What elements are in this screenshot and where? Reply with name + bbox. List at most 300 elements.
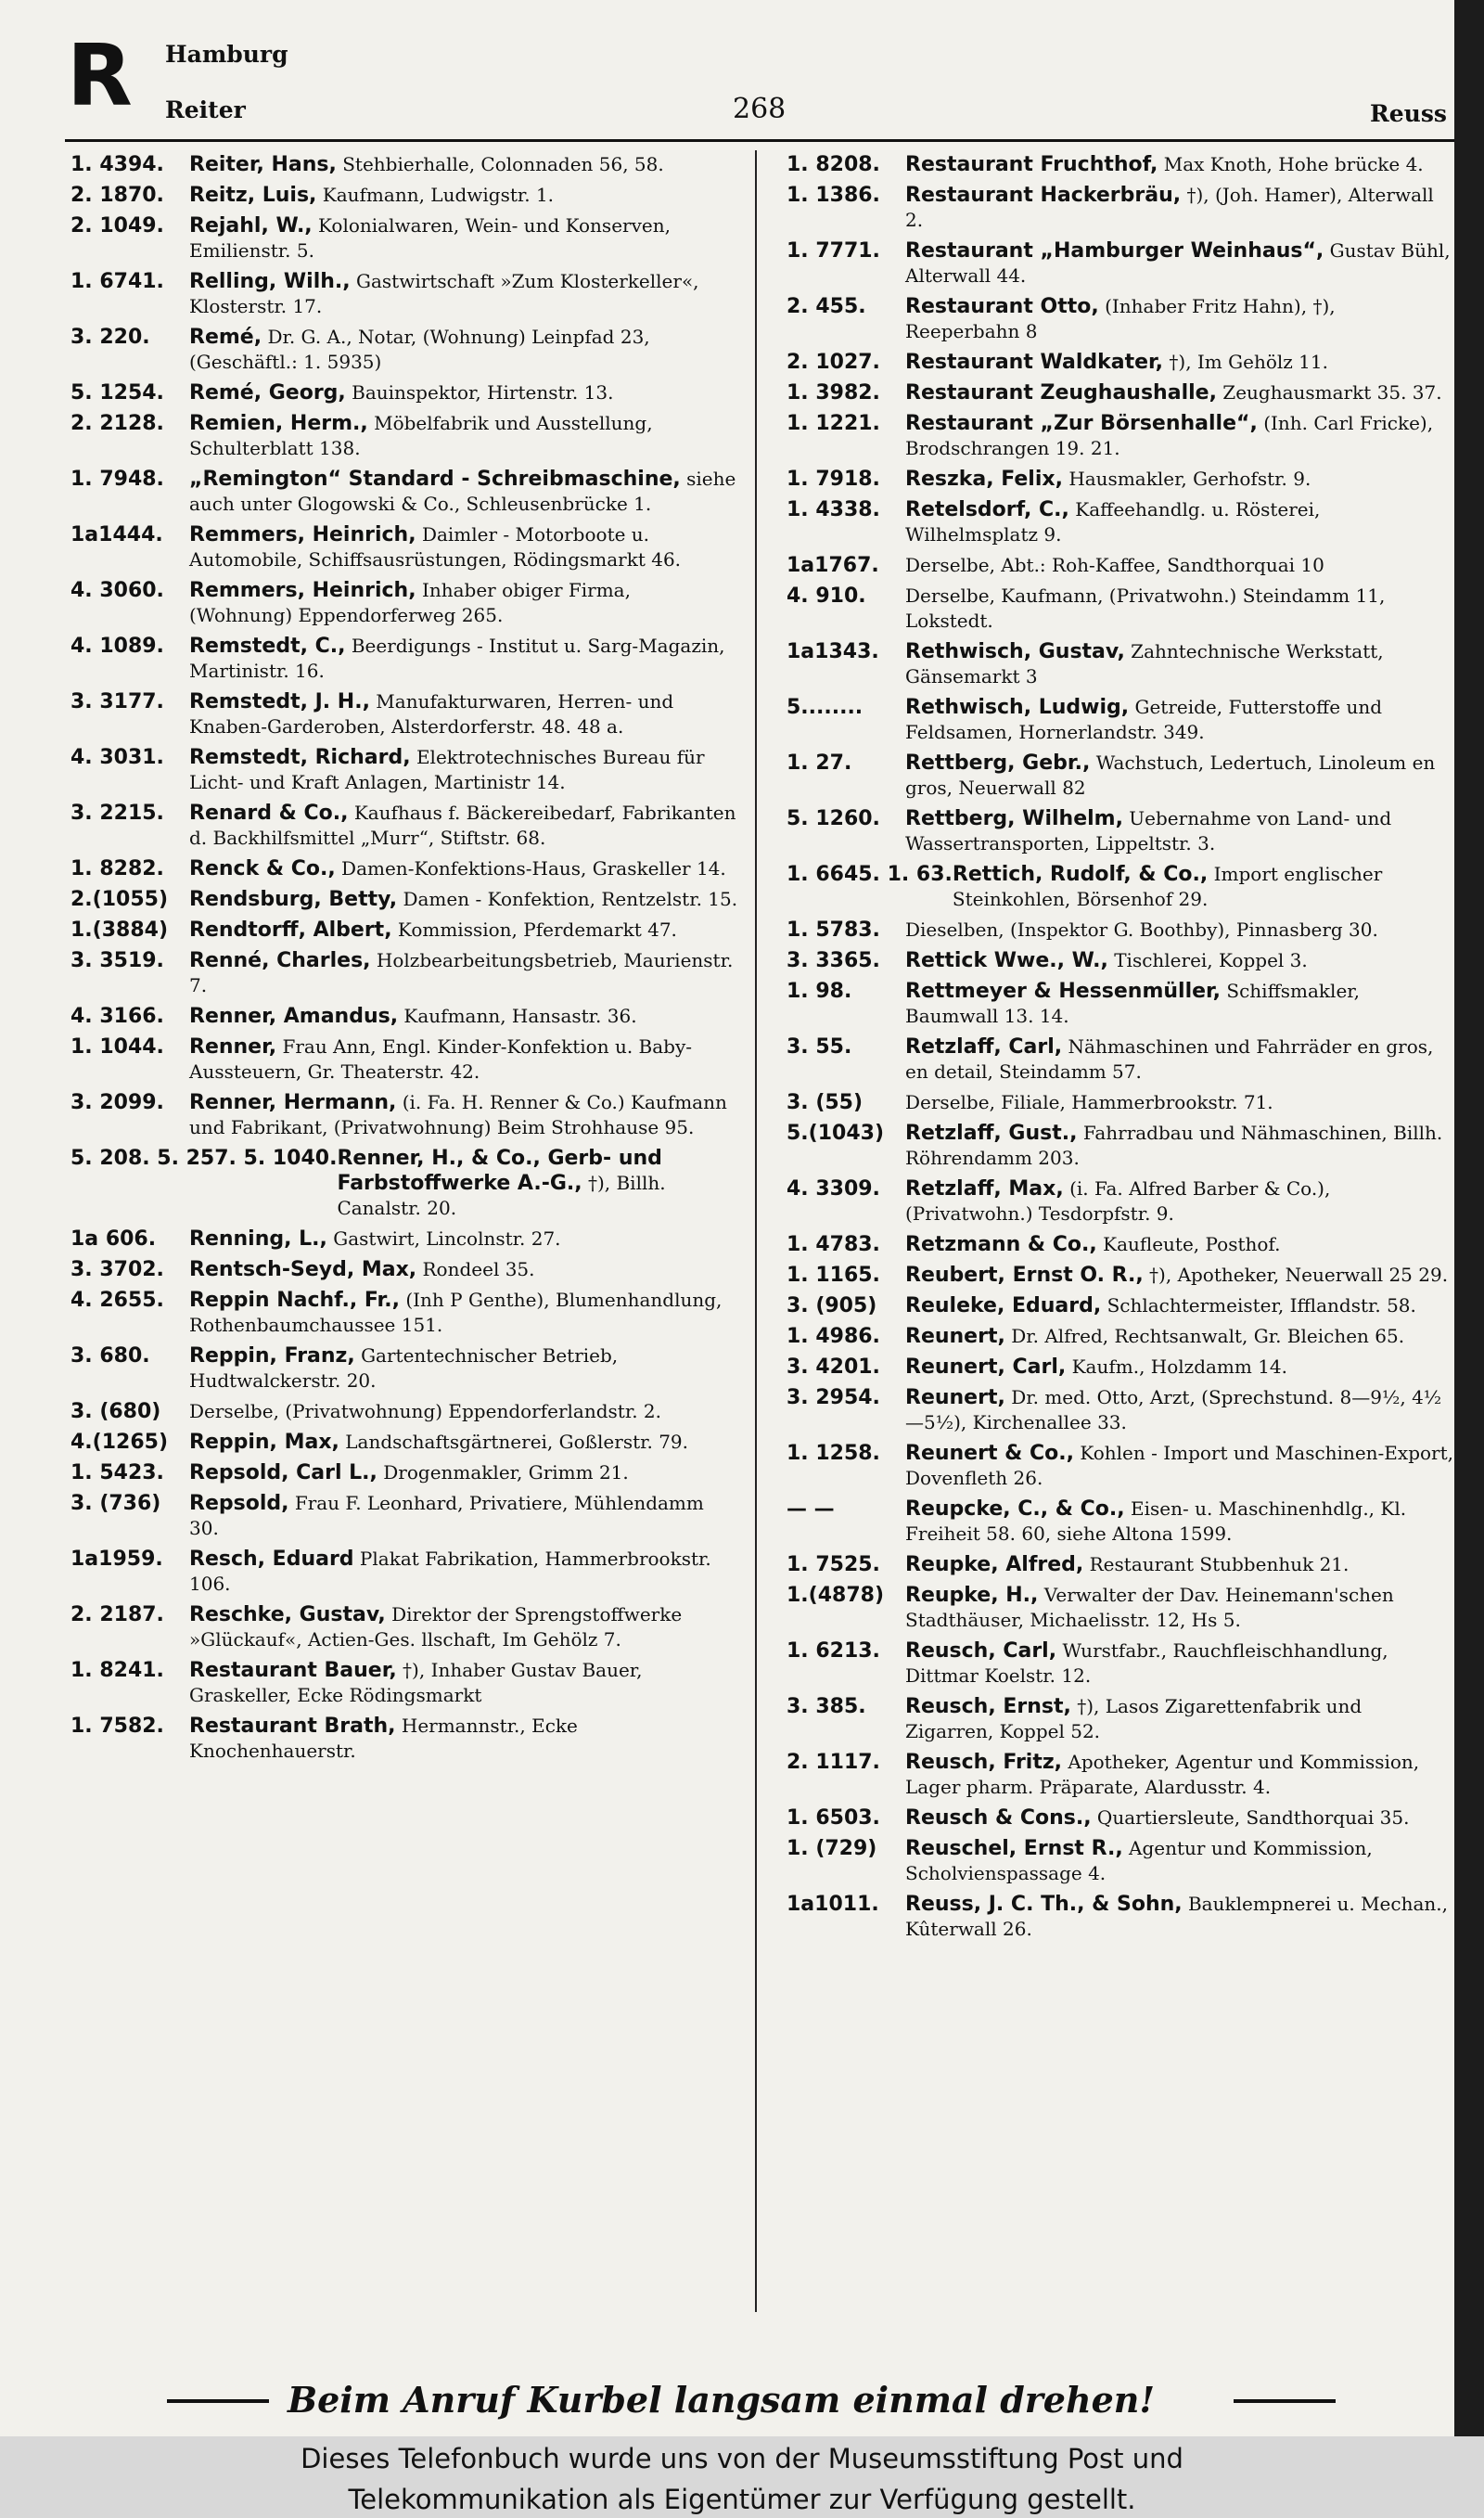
entry-details: Zahntechnische Werkstatt, Gänsemarkt 3	[905, 640, 1384, 687]
entry-text	[905, 1805, 1454, 1831]
entry-text	[905, 1441, 1454, 1491]
subscriber-name: Reppin, Franz,	[189, 1344, 355, 1368]
entry-details: Derselbe, (Privatwohnung) Eppendorferlandstr. 2.	[189, 1400, 661, 1422]
entry-text	[905, 238, 1454, 289]
first-entry-keyword: Reiter	[165, 96, 246, 123]
directory-entry	[70, 213, 738, 263]
entry-details: (Inh. Carl Fricke), Brodschrangen 19. 21.	[905, 412, 1434, 459]
entry-text	[905, 294, 1454, 344]
directory-entry	[787, 1385, 1454, 1435]
directory-entry	[70, 634, 738, 684]
subscriber-name: Restaurant „Zur Börsenhalle“,	[905, 412, 1258, 435]
directory-entry	[787, 1324, 1454, 1349]
directory-entry	[787, 1293, 1454, 1318]
phone-number: 1. 7771.	[787, 239, 880, 263]
entry-details: Fahrradbau und Nähmaschinen, Billh. Röhrendamm 203.	[905, 1122, 1443, 1169]
directory-entry	[787, 1552, 1454, 1577]
phone-number: 5. 1260.	[787, 807, 880, 830]
subscriber-name: Restaurant Zeughaushalle,	[905, 381, 1217, 405]
directory-entry	[70, 1430, 738, 1455]
entry-text	[905, 497, 1454, 547]
directory-entry	[70, 1004, 738, 1029]
directory-entry	[70, 152, 738, 177]
subscriber-name: Renner, Hermann,	[189, 1091, 397, 1114]
entry-details: (i. Fa. Alfred Barber & Co.), (Privatwohn.) Tesdorpfstr. 9.	[905, 1177, 1331, 1225]
subscriber-name: Renning, L.,	[189, 1227, 327, 1251]
subscriber-name: Remé, Georg,	[189, 381, 346, 405]
subscriber-name: Reunert & Co.,	[905, 1442, 1074, 1465]
entry-text	[189, 325, 738, 375]
directory-entry	[787, 695, 1454, 745]
entry-text	[337, 1146, 738, 1221]
phone-number: 2. 1049.	[70, 214, 164, 238]
subscriber-name: Rettberg, Gebr.,	[905, 752, 1091, 775]
directory-entry	[70, 1288, 738, 1338]
phone-number: 4. 910.	[787, 585, 866, 608]
phone-number: 4. 3309.	[787, 1177, 880, 1201]
entry-text	[189, 411, 738, 461]
phone-number: 1. 6645. 1. 63.	[787, 863, 953, 886]
entry-details: Kolonialwaren, Wein- und Konserven, Emilienstr. 5.	[189, 214, 671, 262]
entry-details: Gastwirt, Lincolnstr. 27.	[333, 1227, 561, 1250]
phone-number: 3. 2099.	[70, 1091, 164, 1114]
entry-text	[189, 1658, 738, 1708]
entry-text	[189, 467, 738, 517]
directory-entry	[787, 553, 1454, 578]
phone-number: 3. 385.	[787, 1695, 866, 1718]
entry-details: Dr. med. Otto, Arzt, (Sprechstund. 8—9½, 4½—5½), Kirchenallee 33.	[905, 1386, 1442, 1433]
entry-details: Manufakturwaren, Herren- und Knaben-Garderoben, Alsterdorferstr. 48. 48 a.	[189, 690, 674, 738]
entry-text	[905, 1232, 1454, 1257]
directory-entry	[70, 745, 738, 795]
entry-details: Landschaftsgärtnerei, Goßlerstr. 79.	[345, 1431, 688, 1453]
subscriber-name: Rethwisch, Ludwig,	[905, 696, 1130, 719]
directory-entry	[70, 1491, 738, 1541]
entry-details: Zeughausmarkt 35. 37.	[1222, 381, 1442, 404]
directory-entry	[787, 862, 1454, 912]
phone-number: 3. (680)	[70, 1400, 161, 1423]
subscriber-name: Reitz, Luis,	[189, 184, 317, 207]
entry-details: Kaufmann, Hansastr. 36.	[403, 1005, 637, 1027]
entry-text	[189, 1034, 738, 1085]
phone-number: 1a1343.	[787, 640, 879, 663]
entry-details: Uebernahme von Land- und Wassertransporten, Lippeltstr. 3.	[905, 807, 1392, 854]
entry-details: Daimler - Motorboote u. Automobile, Schiffsausrüstungen, Rödingsmarkt 46.	[189, 523, 682, 571]
subscriber-name: Reszka, Felix,	[905, 468, 1063, 491]
phone-number: 4. 2655.	[70, 1289, 164, 1312]
entry-text	[189, 152, 738, 177]
subscriber-name: Restaurant Bauer,	[189, 1659, 397, 1682]
entry-text	[905, 806, 1454, 856]
directory-entry	[787, 238, 1454, 289]
entry-details: Drogenmakler, Grimm 21.	[383, 1461, 629, 1484]
directory-entry	[70, 522, 738, 572]
entry-text	[953, 862, 1454, 912]
directory-entry	[70, 1602, 738, 1652]
subscriber-name: Reupcke, C., & Co.,	[905, 1497, 1125, 1521]
entry-text	[905, 411, 1454, 461]
subscriber-name: Restaurant Otto,	[905, 295, 1099, 318]
subscriber-name: Rendtorff, Albert,	[189, 919, 392, 942]
subscriber-name: Rendsburg, Betty,	[189, 888, 398, 911]
header-rule	[65, 139, 1454, 142]
entry-details: Hermannstr., Ecke Knochenhauerstr.	[189, 1715, 578, 1762]
phone-number: 1.(4878)	[787, 1584, 885, 1607]
subscriber-name: Renner, H., & Co., Gerb- und Farbstoffwerke A.-G.,	[337, 1147, 662, 1195]
directory-entry	[70, 1547, 738, 1597]
entry-text	[905, 751, 1454, 801]
entry-text	[905, 1750, 1454, 1800]
directory-entry	[70, 1714, 738, 1764]
directory-entry	[70, 1343, 738, 1394]
directory-entry	[787, 979, 1454, 1029]
subscriber-name: Reuleke, Eduard,	[905, 1294, 1102, 1317]
phone-number: 1. 27.	[787, 752, 852, 775]
directory-entry	[70, 887, 738, 912]
phone-number: 2.(1055)	[70, 888, 169, 911]
entry-text	[189, 1090, 738, 1140]
entry-text	[189, 1547, 738, 1597]
entry-text	[189, 948, 738, 998]
subscriber-name: Reppin, Max,	[189, 1431, 339, 1454]
directory-entry	[787, 1441, 1454, 1491]
subscriber-name: Reupke, H.,	[905, 1584, 1039, 1607]
entry-details: (Inh P Genthe), Blumenhandlung, Rothenbaumchaussee 151.	[189, 1289, 723, 1336]
phone-number: 2. 2128.	[70, 412, 164, 435]
entry-text	[189, 689, 738, 739]
phone-number: 3. 55.	[787, 1035, 852, 1059]
entry-details: (Inhaber Fritz Hahn), †), Reeperbahn 8	[905, 295, 1336, 342]
subscriber-name: Remstedt, Richard,	[189, 746, 411, 769]
column-divider	[755, 150, 757, 2312]
entry-text	[905, 1583, 1454, 1633]
entry-text	[905, 979, 1454, 1029]
directory-entry	[787, 751, 1454, 801]
phone-number: 3. (736)	[70, 1492, 161, 1515]
phone-number: 3. 3365.	[787, 949, 880, 972]
phone-number: 3. (905)	[787, 1294, 877, 1317]
phone-number: 1. 98.	[787, 980, 852, 1003]
tagline-row	[167, 2373, 1447, 2429]
subscriber-name: Rentsch-Seyd, Max,	[189, 1258, 417, 1281]
subscriber-name: Resch, Eduard	[189, 1548, 354, 1571]
phone-number: 1. 7582.	[70, 1715, 164, 1738]
entry-text	[189, 1257, 738, 1282]
phone-number: 1. 4338.	[787, 498, 880, 521]
directory-entry	[70, 1399, 738, 1424]
entry-text	[905, 467, 1454, 492]
directory-entry	[70, 856, 738, 881]
entry-text	[189, 183, 738, 208]
entry-details: Kohlen - Import und Maschinen-Export, Dovenfleth 26.	[905, 1442, 1453, 1489]
directory-entry	[70, 1034, 738, 1085]
entry-details: Plakat Fabrikation, Hammerbrookstr. 106.	[189, 1548, 711, 1595]
directory-entry	[70, 467, 738, 517]
entry-text	[189, 1343, 738, 1394]
phone-number: 3. 2954.	[787, 1386, 880, 1409]
directory-entry	[787, 1355, 1454, 1380]
entry-details: Holzbearbeitungsbetrieb, Maurienstr. 7.	[189, 949, 734, 996]
directory-entry	[787, 1583, 1454, 1633]
entry-details: Kaufhaus f. Bäckereibedarf, Fabrikanten d. Backhilfsmittel „Murr“, Stiftstr. 68.	[189, 802, 736, 849]
phone-number: 1. 6503.	[787, 1806, 880, 1830]
entry-text	[905, 695, 1454, 745]
phone-number: 1. 1165.	[787, 1264, 880, 1287]
directory-entry	[70, 918, 738, 943]
entry-details: Max Knoth, Hohe brücke 4.	[1163, 153, 1424, 175]
entry-text	[905, 1324, 1454, 1349]
subscriber-name: Reuss, J. C. Th., & Sohn,	[905, 1893, 1183, 1916]
entry-text	[905, 948, 1454, 973]
page-header	[0, 0, 1454, 139]
directory-entry	[787, 1638, 1454, 1689]
directory-entry	[70, 1460, 738, 1485]
entry-text	[189, 1714, 738, 1764]
subscriber-name: Restaurant Waldkater,	[905, 351, 1164, 374]
footer-line-1: Dieses Telefonbuch wurde uns von der Museumsstiftung Post und	[301, 2443, 1183, 2474]
subscriber-name: Repsold,	[189, 1492, 289, 1515]
entry-details: Wachstuch, Ledertuch, Linoleum en gros, Neuerwall 82	[905, 752, 1436, 799]
phone-number: 5.(1043)	[787, 1122, 885, 1145]
phone-number: 4. 1089.	[70, 635, 164, 658]
directory-entry	[787, 1176, 1454, 1227]
entry-details: Frau F. Leonhard, Privatiere, Mühlendamm 30.	[189, 1492, 704, 1539]
entry-details: Möbelfabrik und Ausstellung, Schulterblatt 138.	[189, 412, 653, 459]
directory-entry	[787, 584, 1454, 634]
directory-entry	[787, 639, 1454, 689]
phone-number: 3. 4201.	[787, 1355, 880, 1379]
entry-details: †), Apotheker, Neuerwall 25 29.	[1149, 1264, 1449, 1286]
directory-entry	[787, 183, 1454, 233]
phone-number: 1a1959.	[70, 1548, 163, 1571]
phone-number: 3. 3519.	[70, 949, 164, 972]
entry-text	[189, 1004, 738, 1029]
directory-entry	[70, 1146, 738, 1221]
directory-entry	[787, 1263, 1454, 1288]
directory-entry	[787, 1121, 1454, 1171]
footer	[0, 2436, 1484, 2518]
entry-details: Gustav Bühl, Alterwall 44.	[905, 239, 1451, 287]
subscriber-name: Reupke, Alfred,	[905, 1553, 1084, 1576]
subscriber-name: Reschke, Gustav,	[189, 1603, 386, 1626]
entry-details: Elektrotechnisches Bureau für Licht- und Kraft Anlagen, Martinistr 14.	[189, 746, 705, 793]
entry-text	[189, 918, 738, 943]
directory-entry	[70, 1257, 738, 1282]
directory-entry	[787, 918, 1454, 943]
phone-number: 5. 1254.	[70, 381, 164, 405]
phone-number: 1a1011.	[787, 1893, 879, 1916]
footer-line-2: Telekommunikation als Eigentümer zur Verfügung gestellt.	[348, 2484, 1136, 2515]
entry-text	[189, 856, 738, 881]
subscriber-name: Retzlaff, Carl,	[905, 1035, 1063, 1059]
subscriber-name: Retzlaff, Max,	[905, 1177, 1064, 1201]
entry-text	[189, 745, 738, 795]
entry-details: Bauklempnerei u. Mechan., Kûterwall 26.	[905, 1893, 1448, 1940]
entry-details: Quartiersleute, Sandthorquai 35.	[1096, 1806, 1410, 1829]
entry-details: Dr. Alfred, Rechtsanwalt, Gr. Bleichen 65.	[1011, 1325, 1405, 1347]
entry-details: Kaufmann, Ludwigstr. 1.	[322, 184, 555, 206]
entry-text	[189, 1430, 738, 1455]
entry-text	[905, 1034, 1454, 1085]
phone-number: 5........	[787, 696, 864, 719]
directory-entry	[787, 467, 1454, 492]
entry-details: Import englischer Steinkohlen, Börsenhof 29.	[952, 863, 1383, 910]
phone-number: 2. 1027.	[787, 351, 880, 374]
subscriber-name: Remstedt, C.,	[189, 635, 346, 658]
entry-text	[905, 1385, 1454, 1435]
subscriber-name: Relling, Wilh.,	[189, 270, 351, 293]
entry-text	[905, 1694, 1454, 1744]
phone-number: 2. 2187.	[70, 1603, 164, 1626]
entry-text	[905, 1552, 1454, 1577]
entry-text	[905, 1497, 1454, 1547]
phone-number: 1. 8208.	[787, 153, 880, 176]
entry-details: Hausmakler, Gerhofstr. 9.	[1068, 468, 1311, 490]
entry-text	[905, 1090, 1454, 1115]
entry-details: Frau Ann, Engl. Kinder-Konfektion u. Baby-Aussteuern, Gr. Theaterstr. 42.	[189, 1035, 693, 1083]
entry-text	[905, 350, 1454, 375]
phone-number: 1. 4394.	[70, 153, 164, 176]
page-number: 268	[733, 93, 787, 125]
entry-details: (i. Fa. H. Renner & Co.) Kaufmann und Fabrikant, (Privatwohnung) Beim Strohhause 95.	[189, 1091, 727, 1138]
phone-number: 4. 3166.	[70, 1005, 164, 1028]
entry-details: Schiffsmakler, Baumwall 13. 14.	[905, 980, 1361, 1027]
subscriber-name: Renné, Charles,	[189, 949, 371, 972]
entry-text	[189, 1288, 738, 1338]
phone-number: 1. 4986.	[787, 1325, 880, 1348]
subscriber-name: Reusch, Ernst,	[905, 1695, 1071, 1718]
phone-number: 3. (55)	[787, 1091, 864, 1114]
subscriber-name: Restaurant „Hamburger Weinhaus“,	[905, 239, 1324, 263]
entry-text	[189, 522, 738, 572]
subscriber-name: Retelsdorf, C.,	[905, 498, 1069, 521]
subscriber-name: Rettmeyer & Hessenmüller,	[905, 980, 1222, 1003]
directory-entry	[787, 1497, 1454, 1547]
entry-text	[189, 1399, 738, 1424]
entry-details: Derselbe, Filiale, Hammerbrookstr. 71.	[905, 1091, 1273, 1113]
directory-entry	[70, 183, 738, 208]
entry-details: Verwalter der Dav. Heinemann'schen Stadthäuser, Michaelisstr. 12, Hs 5.	[905, 1584, 1394, 1631]
directory-entry	[70, 1227, 738, 1252]
phone-number: 1. 8241.	[70, 1659, 164, 1682]
subscriber-name: Remé,	[189, 326, 262, 349]
phone-number: 5. 208. 5. 257. 5. 1040.	[70, 1147, 338, 1170]
directory-entry	[70, 801, 738, 851]
phone-number: 1. 1221.	[787, 412, 880, 435]
entry-details: Dr. G. A., Notar, (Wohnung) Leinpfad 23, (Geschäftl.: 1. 5935)	[189, 326, 650, 373]
directory-entry	[787, 497, 1454, 547]
phone-number: 1.(3884)	[70, 919, 169, 942]
entry-text	[189, 1602, 738, 1652]
entry-details: Apotheker, Agentur und Kommission, Lager pharm. Präparate, Alardusstr. 4.	[905, 1751, 1420, 1798]
directory-entry	[787, 1836, 1454, 1886]
entry-details: Gartentechnischer Betrieb, Hudtwalckerstr. 20.	[189, 1344, 619, 1392]
tagline: Beim Anruf Kurbel langsam einmal drehen!	[288, 2379, 1156, 2421]
last-entry-keyword: Reuss	[1369, 100, 1447, 127]
phone-number: 2. 455.	[787, 295, 866, 318]
directory-entry	[70, 689, 738, 739]
entry-details: Derselbe, Abt.: Roh-Kaffee, Sandthorquai 10	[905, 554, 1324, 576]
directory-entry	[787, 948, 1454, 973]
entry-text	[189, 634, 738, 684]
directory-entry	[70, 269, 738, 319]
entry-text	[905, 584, 1454, 634]
directory-entry	[787, 1034, 1454, 1085]
entry-details: Derselbe, Kaufmann, (Privatwohn.) Steindamm 11, Lokstedt.	[905, 585, 1386, 632]
entry-text	[905, 380, 1454, 405]
directory-entry	[787, 1694, 1454, 1744]
subscriber-name: Renck & Co.,	[189, 857, 336, 880]
entry-details: †), Im Gehölz 11.	[1169, 351, 1328, 373]
entry-details: †), (Joh. Hamer), Alterwall 2.	[905, 184, 1434, 231]
tagline-rule-right	[1234, 2399, 1336, 2403]
directory-entry	[787, 350, 1454, 375]
subscriber-name: Retzlaff, Gust.,	[905, 1122, 1078, 1145]
phone-number: 3. 3177.	[70, 690, 164, 713]
phone-number: 3. 2215.	[70, 802, 164, 825]
phone-number: 1. 7918.	[787, 468, 880, 491]
entry-details: Beerdigungs - Institut u. Sarg-Magazin, Martinistr. 16.	[189, 635, 725, 682]
subscriber-name: Reubert, Ernst O. R.,	[905, 1264, 1144, 1287]
subscriber-name: Rethwisch, Gustav,	[905, 640, 1125, 663]
directory-entry	[70, 578, 738, 628]
subscriber-name: Remien, Herm.,	[189, 412, 368, 435]
entry-text	[189, 1460, 738, 1485]
page-edge	[1454, 0, 1484, 2436]
entry-text	[189, 380, 738, 405]
entry-details: †), Billh. Canalstr. 20.	[337, 1172, 666, 1219]
phone-number: 1. 1386.	[787, 184, 880, 207]
subscriber-name: Restaurant Brath,	[189, 1715, 396, 1738]
subscriber-name: Rejahl, W.,	[189, 214, 313, 238]
entry-details: Schlachtermeister, Ifflandstr. 58.	[1107, 1294, 1416, 1317]
phone-number: 3. 680.	[70, 1344, 150, 1368]
entry-text	[905, 1638, 1454, 1689]
entry-text	[189, 1491, 738, 1541]
phone-number: 1a1767.	[787, 554, 879, 577]
city-name: Hamburg	[165, 41, 288, 68]
entry-text	[905, 1121, 1454, 1171]
entry-text	[905, 152, 1454, 177]
subscriber-name: Reiter, Hans,	[189, 153, 337, 176]
entry-details: Inhaber obiger Firma, (Wohnung) Eppendorferweg 265.	[189, 579, 631, 626]
directory-entry	[787, 1892, 1454, 1942]
directory-entry	[787, 1750, 1454, 1800]
subscriber-name: „Remington“ Standard - Schreibmaschine,	[189, 468, 681, 491]
phone-number: 1. 1258.	[787, 1442, 880, 1465]
entry-details: Kaffeehandlg. u. Rösterei, Wilhelmsplatz 9.	[905, 498, 1321, 546]
entry-text	[189, 1227, 738, 1252]
subscriber-name: Rettick Wwe., W.,	[905, 949, 1108, 972]
entry-details: Eisen- u. Maschinenhdlg., Kl. Freiheit 58. 60, siehe Altona 1599.	[905, 1497, 1407, 1545]
entry-details: Kommission, Pferdemarkt 47.	[397, 919, 677, 941]
phone-number: 3. 3702.	[70, 1258, 164, 1281]
subscriber-name: Restaurant Hackerbräu,	[905, 184, 1182, 207]
entry-details: Rondeel 35.	[422, 1258, 535, 1280]
entry-text	[189, 887, 738, 912]
entry-text	[905, 553, 1454, 578]
phone-number: 4. 3060.	[70, 579, 164, 602]
phone-number: 1. 4783.	[787, 1233, 880, 1256]
phone-number: 1. (729)	[787, 1837, 877, 1860]
subscriber-name: Remstedt, J. H.,	[189, 690, 370, 713]
subscriber-name: Retzmann & Co.,	[905, 1233, 1097, 1256]
right-column	[787, 152, 1454, 1947]
directory-entry	[787, 806, 1454, 856]
entry-details: Kaufm., Holzdamm 14.	[1071, 1355, 1288, 1378]
section-letter: R	[67, 26, 133, 125]
entry-details: Wurstfabr., Rauchfleischhandlung, Dittmar Koelstr. 12.	[905, 1639, 1388, 1687]
